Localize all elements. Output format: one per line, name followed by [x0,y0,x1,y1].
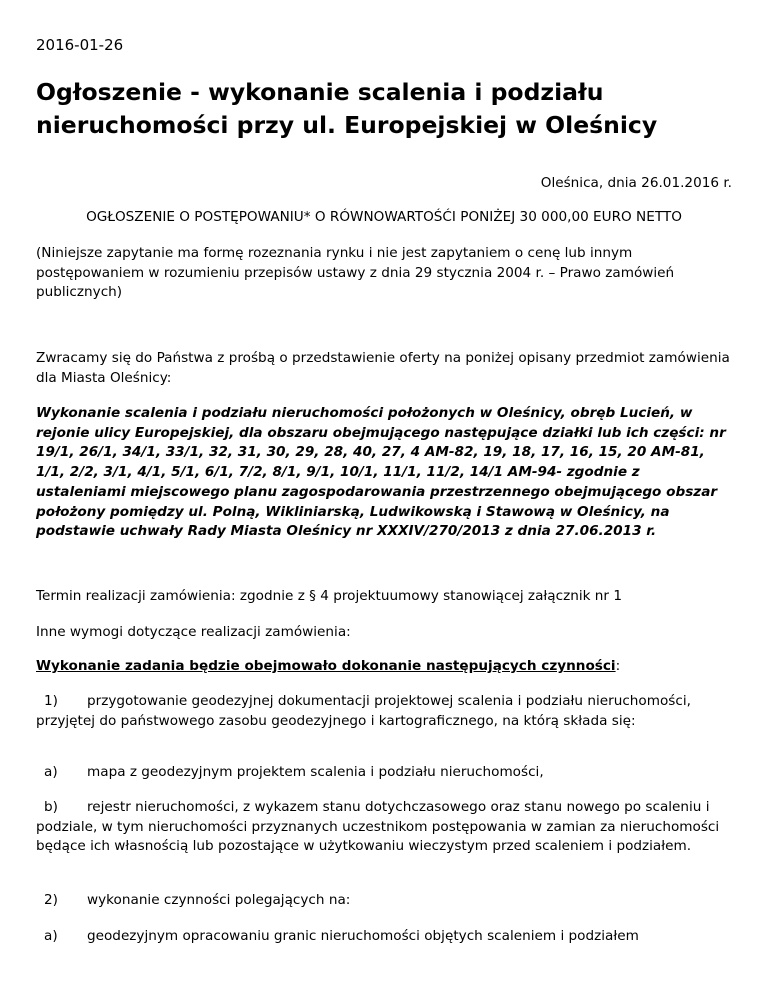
item-number: a) [44,764,58,780]
item-number: 2) [44,892,58,908]
scope-heading-colon: : [615,658,621,674]
item-text: wykonanie czynności polegających na: [87,892,351,908]
disclaimer-paragraph: (Niniejsze zapytanie ma formę rozeznania rynku i nie jest zapytaniem o cenę lub innym postępowaniem w rozumieniu przepisów ustawy z dnia 29 stycznia 2004 r. – Prawo zamówień publicznych) [36,245,675,301]
scope-heading-text: Wykonanie zadania będzie obejmowało dokonanie następujących czynności [36,658,616,674]
deadline-paragraph: Termin realizacji zamówienia: zgodnie z § 4 projektuumowy stanowiącej załącznik nr 1 [36,588,622,604]
notice-heading: OGŁOSZENIE O POSTĘPOWANIU* O RÓWNOWARTOŚĆI PONIŻEJ 30 000,00 EURO NETTO [86,209,682,225]
item-text: przygotowanie geodezyjnej dokumentacji projektowej scalenia i podziału nieruchomości, przyjętej do państwowego zasobu geodezyjnego i kartograficznego, na którą składa się: [36,693,691,729]
list-item [36,763,732,783]
place-date: Oleśnica, dnia 26.01.2016 r. [540,175,732,191]
publication-date: 2016-01-26 [36,36,124,54]
list-item [36,692,732,731]
item-number: a) [44,928,58,944]
request-paragraph: Zwracamy się do Państwa z prośbą o przedstawienie oferty na poniżej opisany przedmiot zamówienia dla Miasta Oleśnicy: [36,350,730,386]
list-item [36,927,732,947]
list-item [36,798,732,857]
list-item [36,891,732,911]
item-number: b) [44,799,58,815]
item-text: rejestr nieruchomości, z wykazem stanu dotychczasowego oraz stanu nowego po scaleniu i podziale, w tym nieruchomości przyznanych uczestnikom postępowania w zamian za nieruchomości będące ich własnością lub pozostające w użytkowaniu wieczystym przed scaleniem i podziałem. [36,799,720,855]
scope-heading [36,657,732,677]
item-text: mapa z geodezyjnym projektem scalenia i podziału nieruchomości, [87,764,544,780]
other-requirements: Inne wymogi dotyczące realizacji zamówienia: [36,624,351,640]
item-text: geodezyjnym opracowaniu granic nieruchomości objętych scaleniem i podziałem [87,928,639,944]
item-number: 1) [44,693,58,709]
subject-paragraph: Wykonanie scalenia i podziału nieruchomości położonych w Oleśnicy, obręb Lucień, w rejonie ulicy Europejskiej, dla obszaru obejmującego następujące działki lub ich części: nr 19/1, 26/1, 34/1, 33/1, 32, 31, 30, 29, 28, 40, 27, 4 AM-82, 19, 18, 17, 16, 15, 20 AM-81, 1/1, 2/2, 3/1, 4/1, 5/1, 6/1, 7/2, 8/1, 9/1, 10/1, 11/1, 11/2, 14/1 AM-94- zgodnie z ustaleniami miejscowego planu zagospodarowania przestrzennego obejmującego obszar położony pomiędzy ul. Polną, Wikliniarską, Ludwikowską i Stawową w Oleśnicy, na podstawie uchwały Rady Miasta Oleśnicy nr XXXIV/270/2013 z dnia 27.06.2013 r. [36,405,726,540]
page-title: Ogłoszenie - wykonanie scalenia i podziału nieruchomości przy ul. Europejskiej w Oleśnicy [36,78,658,139]
